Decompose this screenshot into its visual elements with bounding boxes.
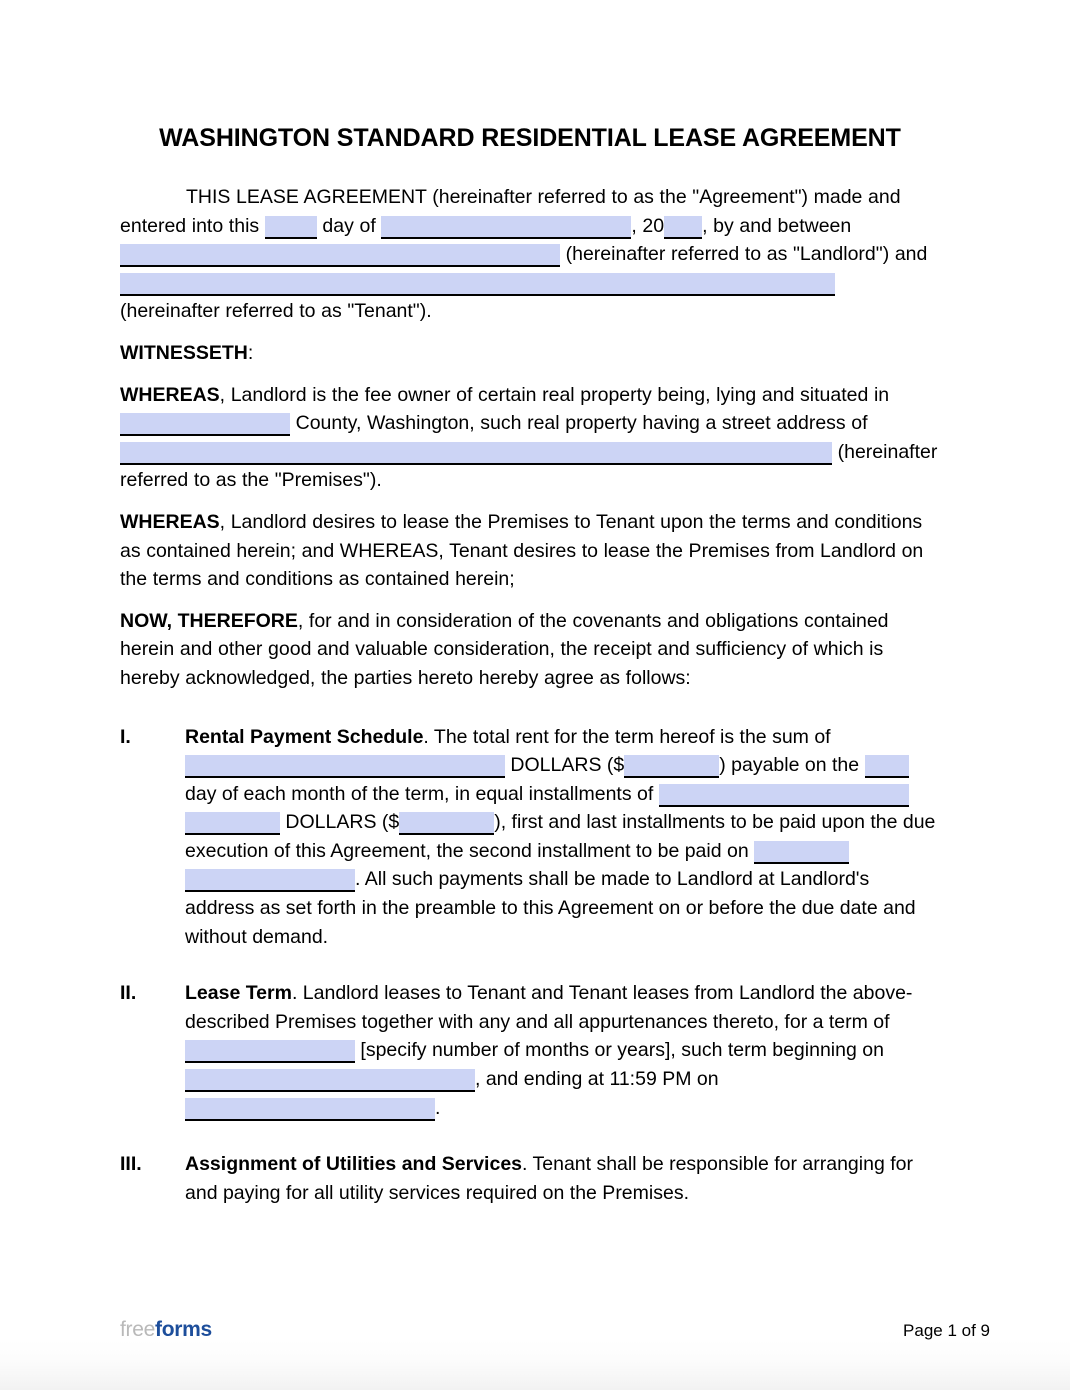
section-1-text-6: ), first and last installments to be paid upon the due execution of this Agreement, the second installment to be paid on — [185, 811, 936, 862]
preamble-text-6: and — [894, 243, 928, 266]
section-2-numeral: II. — [120, 982, 137, 1005]
whereas-paragraph-1 — [120, 381, 940, 495]
freeforms-logo[interactable] — [120, 1318, 212, 1342]
whereas-1-text-2: County, Washington, such real property having a street address of — [295, 412, 868, 435]
field-tenant-name[interactable] — [120, 273, 835, 296]
section-2-text-3: , and ending at 11:59 PM on — [475, 1068, 719, 1091]
preamble-text-1: THIS LEASE AGREEMENT (hereinafter referred to as the "Agreement") made and entered into this — [120, 186, 901, 237]
witnesseth-heading — [120, 339, 940, 368]
page-footer — [120, 1318, 990, 1342]
whereas-2-text: , Landlord desires to lease the Premises to Tenant upon the terms and conditions as contained herein; and WHEREAS, Tenant desires to lease the Premises from Landlord on the terms and conditions as contained herein; — [120, 510, 924, 591]
field-payment-day[interactable] — [865, 755, 909, 778]
section-1-heading: Rental Payment Schedule — [185, 725, 424, 748]
section-rental-payment-schedule — [120, 723, 940, 952]
now-therefore-lead: NOW, THEREFORE — [120, 609, 298, 632]
preamble-text-2: day of — [322, 214, 376, 237]
preamble-text-4: , by and between — [702, 214, 852, 237]
preamble-paragraph — [120, 183, 940, 326]
section-3-body — [185, 1150, 940, 1207]
numbered-sections — [120, 723, 940, 1208]
logo-text-forms: forms — [155, 1318, 212, 1341]
section-2-text-1: . Landlord leases to Tenant and Tenant leases from Landlord the above-described Premises together with any and all appurtenances thereto, for a term of — [185, 982, 913, 1033]
section-lease-term — [120, 979, 940, 1122]
field-second-installment-date-2[interactable] — [185, 869, 355, 892]
section-3-heading: Assignment of Utilities and Services — [185, 1153, 523, 1176]
preamble-text-7: (hereinafter referred to as "Tenant"). — [120, 300, 432, 323]
field-total-rent-amount[interactable] — [624, 755, 719, 778]
whereas-1-text-1: , Landlord is the fee owner of certain real property being, lying and situated in — [219, 383, 890, 406]
now-therefore-paragraph — [120, 607, 940, 693]
field-month[interactable] — [381, 216, 631, 239]
section-1-text-4: day of each month of the term, in equal installments of — [185, 782, 654, 805]
field-total-rent-words[interactable] — [185, 755, 505, 778]
field-installment-amount[interactable] — [399, 812, 494, 835]
whereas-2-lead: WHEREAS — [120, 510, 220, 533]
section-3-numeral: III. — [120, 1153, 142, 1176]
section-1-text-5: DOLLARS ($ — [285, 811, 400, 834]
field-day-of-month[interactable] — [265, 216, 317, 239]
field-street-address[interactable] — [120, 442, 832, 465]
section-1-body — [185, 723, 940, 952]
field-landlord-name[interactable] — [120, 244, 560, 267]
section-1-text-1: . The total rent for the term hereof is the sum of — [423, 725, 831, 748]
section-1-text-3: ) payable on the — [719, 754, 860, 777]
logo-text-free: free — [120, 1318, 155, 1341]
whereas-paragraph-2 — [120, 508, 940, 594]
witnesseth-colon: : — [247, 341, 254, 364]
field-lease-begin-date[interactable] — [185, 1069, 475, 1092]
whereas-1-lead: WHEREAS — [120, 383, 220, 406]
section-3-text-1: . Tenant shall be responsible for arranging for and paying for all utility services required on the Premises. — [185, 1153, 913, 1204]
section-assignment-of-utilities — [120, 1150, 940, 1207]
field-year[interactable] — [664, 216, 702, 239]
field-lease-term-length[interactable] — [185, 1040, 355, 1063]
section-1-text-7: . All such payments shall be made to Landlord at Landlord's address as set forth in the preamble to this Agreement on or before the due date and without demand. — [185, 868, 916, 948]
preamble-text-3: , 20 — [631, 214, 665, 237]
field-lease-end-date[interactable] — [185, 1098, 435, 1121]
page-title: WASHINGTON STANDARD RESIDENTIAL LEASE AGREEMENT — [159, 124, 901, 152]
section-2-heading: Lease Term — [185, 982, 292, 1005]
section-1-text-2: DOLLARS ($ — [510, 754, 625, 777]
section-1-numeral: I. — [120, 725, 131, 748]
page-number: Page 1 of 9 — [903, 1321, 990, 1340]
section-2-body — [185, 979, 940, 1122]
now-therefore-text: , for and in consideration of the covenants and obligations contained herein and other good and valuable consideration, the receipt and sufficiency of which is hereby acknowledged, the parties hereto hereby agree as follows: — [120, 609, 889, 689]
document-content — [120, 118, 940, 1235]
field-installment-words[interactable] — [659, 784, 909, 807]
field-county[interactable] — [120, 413, 290, 436]
section-2-text-2: [specify number of months or years], such term beginning on — [360, 1039, 884, 1062]
section-2-text-4: . — [435, 1096, 441, 1119]
witnesseth-label: WITNESSETH — [120, 341, 248, 364]
field-second-installment-date-1[interactable] — [754, 841, 849, 864]
whereas-1-text-3: (hereinafter referred to as the "Premises"). — [120, 440, 938, 492]
preamble-text-5: (hereinafter referred to as "Landlord") — [565, 243, 890, 266]
field-installment-words-2[interactable] — [185, 812, 280, 835]
